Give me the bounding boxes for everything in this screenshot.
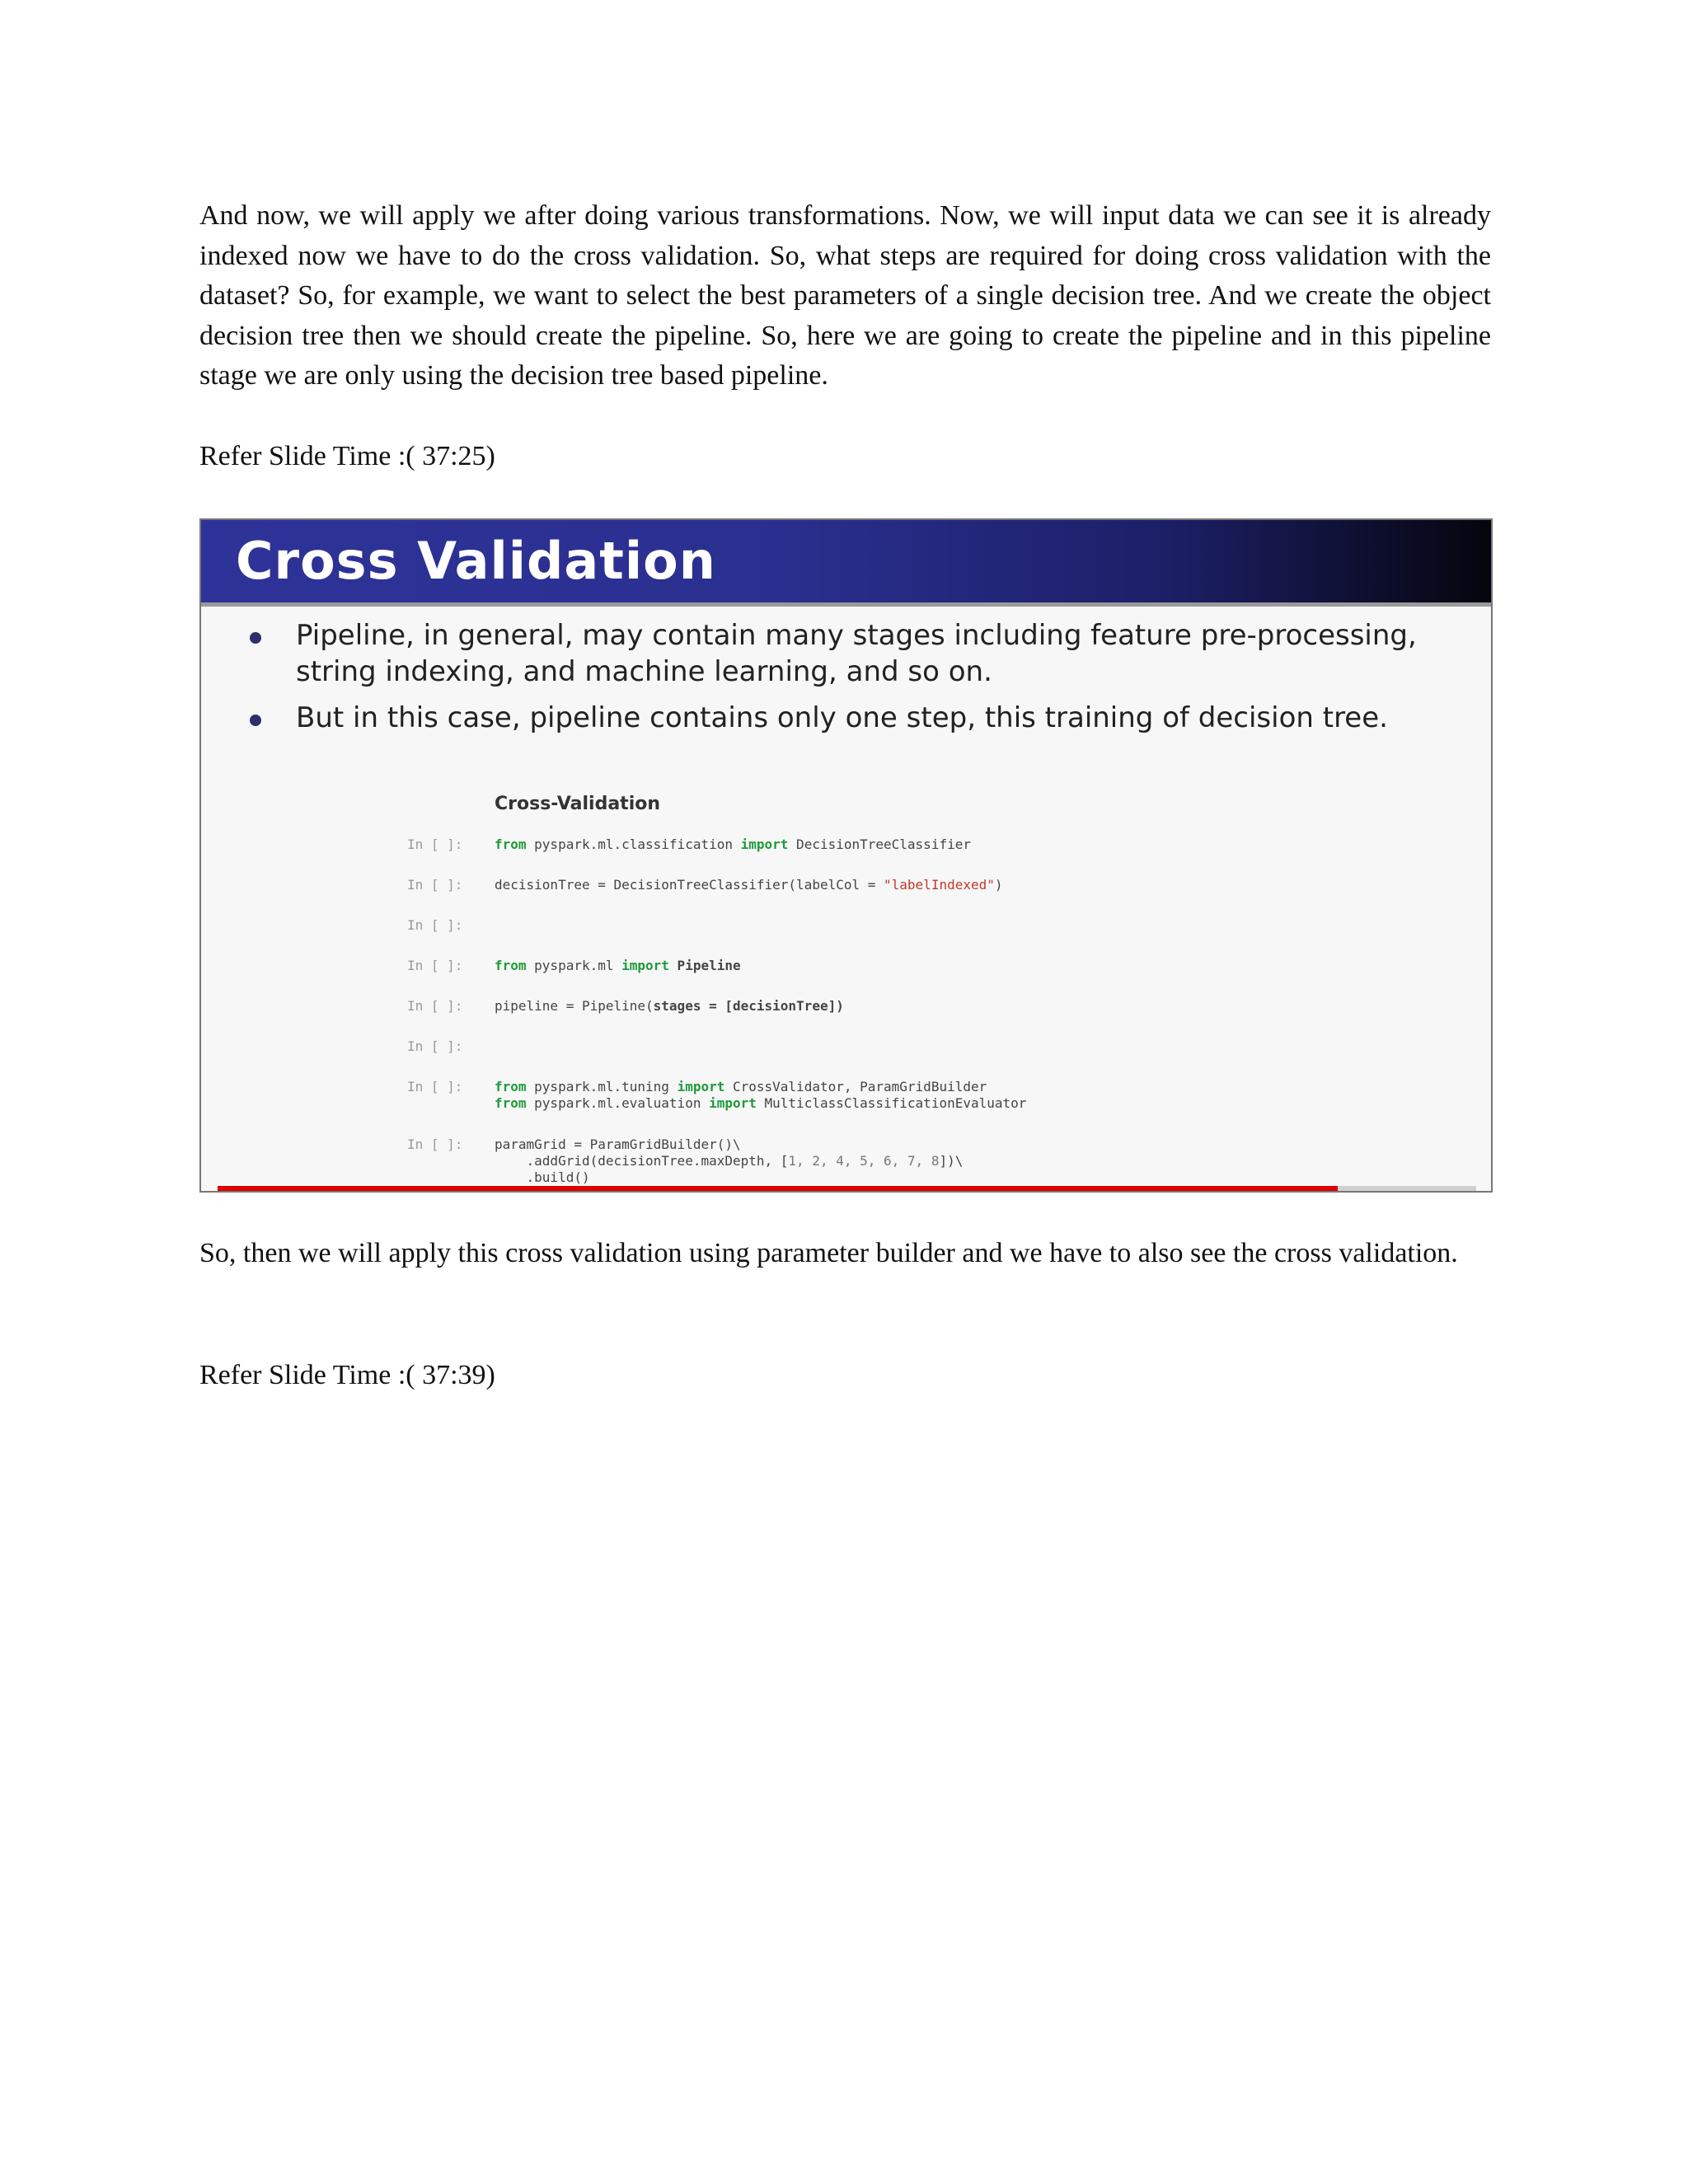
refer-slide-time: Refer Slide Time :( 37:39): [199, 1360, 495, 1390]
cell-code: from pyspark.ml.tuning import CrossValidator, ParamGridBuilder: [495, 1079, 987, 1094]
cell-code: .addGrid(decisionTree.maxDepth, [1, 2, 4, 5, 6, 7, 8])\: [495, 1153, 964, 1169]
refer-slide-time: Refer Slide Time :( 37:25): [199, 441, 495, 471]
paragraph-intro: And now, we will apply we after doing various transformations. Now, we will input data we can see it is already indexed now we have to do the cross validation. So, what steps are required for doing cross validation with the dataset? So, for example, we want to select the best parameters of a single decision tree. And we create the object decision tree then we should create the pipeline. So, here we are going to create the pipeline and in this pipeline stage we are only using the decision tree based pipeline.: [199, 200, 1491, 391]
cell-code: paramGrid = ParamGridBuilder()\: [495, 1137, 741, 1152]
bullet-dot-icon: [250, 715, 261, 726]
bullet-dot-icon: [250, 632, 261, 644]
cell-prompt: In [ ]:: [407, 1038, 463, 1054]
video-progress-bar[interactable]: [218, 1186, 1476, 1191]
slide-bullet: [296, 700, 1433, 736]
cell-prompt: In [ ]:: [407, 917, 463, 933]
paragraph-followup: So, then we will apply this cross validation using parameter builder and we have to also see the cross validation.: [199, 1238, 1458, 1268]
slide-title: Cross Validation: [236, 531, 716, 591]
cell-prompt: In [ ]:: [407, 1079, 463, 1094]
slide-image: [199, 518, 1493, 1193]
cell-code: from pyspark.ml import Pipeline: [495, 958, 741, 973]
notebook-heading: Cross-Validation: [495, 794, 661, 814]
cell-code: .build(): [495, 1169, 590, 1185]
cell-code: pipeline = Pipeline(stages = [decisionTree]): [495, 998, 844, 1014]
cell-prompt: In [ ]:: [407, 998, 463, 1014]
slide-header: [201, 520, 1491, 602]
bullet-text: But in this case, pipeline contains only one step, this training of decision tree.: [296, 701, 1388, 734]
video-progress-fill: [218, 1186, 1338, 1191]
cell-prompt: In [ ]:: [407, 1137, 463, 1152]
slide-divider: [201, 602, 1491, 607]
cell-prompt: In [ ]:: [407, 958, 463, 973]
bullet-text: Pipeline, in general, may contain many stages including feature pre-processing, string indexing, and machine learning, and so on.: [296, 619, 1417, 688]
cell-code: decisionTree = DecisionTreeClassifier(labelCol = "labelIndexed"): [495, 877, 1003, 893]
cell-prompt: In [ ]:: [407, 877, 463, 893]
slide-bullet: [296, 617, 1433, 690]
cell-prompt: In [ ]:: [407, 837, 463, 852]
cell-code: from pyspark.ml.evaluation import MulticlassClassificationEvaluator: [495, 1095, 1027, 1111]
cell-code: from pyspark.ml.classification import DecisionTreeClassifier: [495, 837, 971, 852]
